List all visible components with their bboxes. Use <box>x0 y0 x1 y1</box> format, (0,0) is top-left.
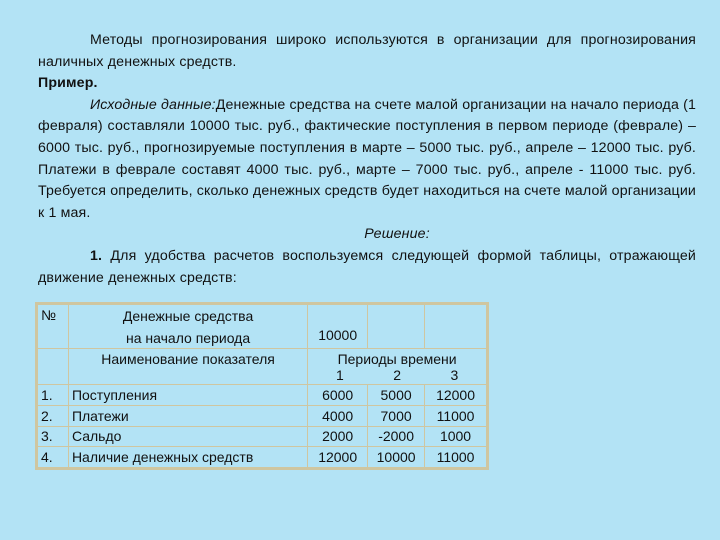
row-value: 10000 <box>368 447 425 468</box>
num-header: № <box>38 305 69 349</box>
table-row <box>38 349 487 385</box>
given-data-label: Исходные данные: <box>90 96 216 113</box>
table-row <box>38 305 487 349</box>
indicator-header: Наименование показателя <box>68 349 307 385</box>
row-value: 2000 <box>308 426 368 447</box>
row-value: 5000 <box>368 385 425 406</box>
periods-header-cell <box>308 349 487 385</box>
opening-balance-value: 10000 <box>308 305 368 349</box>
row-name: Сальдо <box>68 426 307 447</box>
opening-balance-label-line2: на начало периода <box>126 329 251 346</box>
period-number: 3 <box>450 366 459 383</box>
row-name: Платежи <box>68 405 307 426</box>
row-value: -2000 <box>368 426 425 447</box>
row-number: 1. <box>38 385 69 406</box>
row-number: 2. <box>38 405 69 426</box>
period-number: 2 <box>393 366 401 383</box>
given-data-text: Денежные средства на счете малой организации на начало периода (1 февраля) составляли 10000 тыс. руб., фактические поступления в первом периоде (феврале) – 6000 тыс. руб., прогнозируемые поступления в марте – 5000 тыс. руб., апреле – 12000 тыс. руб. Платежи в феврале составят 4000 тыс. руб., марте – 7000 тыс. руб., апреле - 11000 тыс. руб. Требуется определить, сколько денежных средств будет находиться на счете малой организации к 1 мая. <box>38 96 696 221</box>
opening-balance-label-line1: Денежные средства <box>122 307 254 324</box>
row-name: Наличие денежных средств <box>68 447 307 468</box>
table-row <box>38 385 487 406</box>
periods-header: Периоды времени <box>337 350 457 367</box>
row-number: 4. <box>38 447 69 468</box>
example-label: Пример. <box>38 75 98 92</box>
row-value: 12000 <box>308 447 368 468</box>
table-row <box>38 405 487 426</box>
row-value: 4000 <box>308 405 368 426</box>
empty-cell <box>368 305 425 349</box>
document-text <box>38 30 696 289</box>
step1-paragraph <box>38 246 696 289</box>
step1-number: 1. <box>90 247 103 264</box>
row-name: Поступления <box>68 385 307 406</box>
period-number: 1 <box>335 366 344 383</box>
row-value: 12000 <box>425 385 487 406</box>
intro-paragraph: Методы прогнозирования широко используются в организации для прогнозирования наличных денежных средств. <box>38 32 696 70</box>
empty-cell <box>38 349 69 385</box>
row-number: 3. <box>38 426 69 447</box>
cash-flow-table <box>35 302 489 470</box>
empty-cell <box>425 305 487 349</box>
row-value: 1000 <box>425 426 487 447</box>
row-value: 6000 <box>308 385 368 406</box>
row-value: 11000 <box>425 447 487 468</box>
solution-label: Решение: <box>364 226 430 243</box>
table-row <box>38 426 487 447</box>
row-value: 7000 <box>368 405 425 426</box>
given-data-paragraph <box>38 95 696 225</box>
period-numbers <box>311 367 483 383</box>
table-row <box>38 447 487 468</box>
opening-balance-label <box>68 305 307 349</box>
step1-text: Для удобства расчетов воспользуемся следующей формой таблицы, отражающей движение денежных средств: <box>38 247 696 286</box>
row-value: 11000 <box>425 405 487 426</box>
